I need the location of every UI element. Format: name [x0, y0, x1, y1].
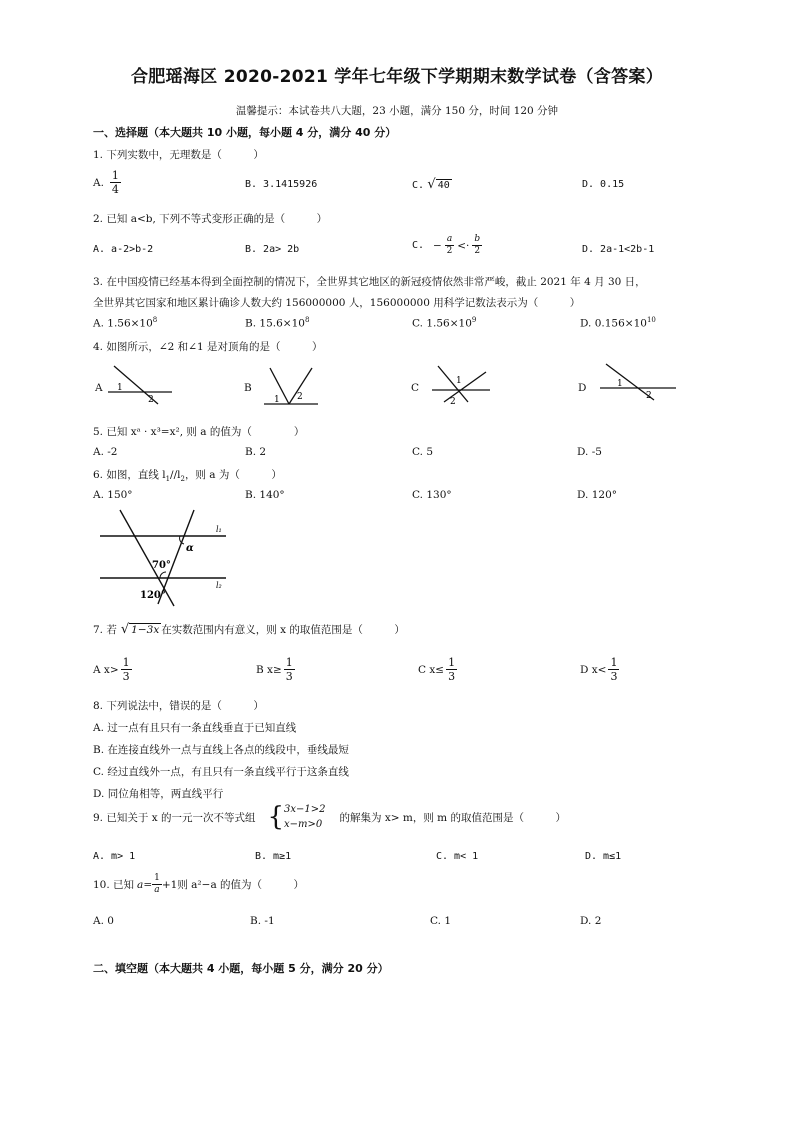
- fraction-denominator: 2: [446, 246, 453, 256]
- fraction-denominator: 3: [285, 670, 293, 683]
- angle-120-label: 120°: [140, 590, 166, 601]
- angle-label-2: 2: [148, 395, 154, 405]
- question-1-option-c: [412, 177, 452, 192]
- angle-label-1: 1: [456, 376, 462, 386]
- question-2-option-c: [412, 235, 482, 256]
- fraction-denominator: 3: [122, 670, 130, 683]
- fraction-numerator: a: [446, 234, 453, 244]
- question-7-option-b: [256, 657, 295, 682]
- option-text: C x≤: [418, 663, 445, 676]
- minus-sign: −: [433, 239, 442, 252]
- fraction-numerator: 1: [285, 656, 293, 669]
- fraction-numerator: 1: [122, 656, 130, 669]
- question-8-stem: 8. 下列说法中，错误的是（ ）: [93, 700, 264, 712]
- page-title: 合肥瑶海区 2020-2021 学年七年级下学期期末数学试卷（含答案）: [130, 67, 664, 87]
- exponent: 8: [152, 316, 158, 324]
- question-5-option-c: C. 5: [412, 446, 434, 458]
- option-label: C.: [412, 180, 425, 191]
- fraction-numerator: 1: [111, 169, 119, 182]
- fraction: [284, 657, 295, 682]
- question-5-stem: 5. 已知 xᵃ · x³=x², 则 a 的值为（ ）: [93, 426, 305, 438]
- question-8-option-a: A. 过一点有且只有一条直线垂直于已知直线: [93, 722, 297, 734]
- angle-figure-b: [258, 364, 322, 408]
- section-fill-heading: 二、填空题（本大题共 4 小题，每小题 5 分，满分 20 分）: [93, 962, 389, 975]
- question-2-option-d: D. 2a-1<2b-1: [582, 244, 655, 255]
- stem-text: //l: [170, 469, 181, 481]
- question-10-option-b: B. -1: [250, 915, 275, 927]
- question-1-stem: 1. 下列实数中，无理数是（ ）: [93, 149, 264, 161]
- question-3-option-b: [245, 316, 309, 330]
- radical-sign: √: [120, 622, 130, 637]
- question-6-option-d: D. 120°: [577, 489, 618, 501]
- question-6-option-a: A. 150°: [93, 489, 133, 501]
- fraction-numerator: 1: [154, 873, 160, 883]
- fraction-denominator: 2: [474, 246, 481, 256]
- angle-figure-c: [428, 360, 492, 406]
- question-2-option-a: A. a-2>b-2: [93, 244, 154, 255]
- question-1-option-a: [93, 170, 121, 195]
- question-9-option-b: B. m≥1: [255, 851, 292, 862]
- question-9-stem: [93, 797, 566, 837]
- question-2-stem: 2. 已知 a<b, 下列不等式变形正确的是（ ）: [93, 213, 328, 225]
- angle-figure-d: [598, 360, 678, 404]
- question-10-option-a: A. 0: [93, 915, 114, 927]
- alpha-label: α: [186, 543, 194, 554]
- stem-text: +1则 a²−a 的值为（ ）: [161, 879, 305, 891]
- equals-sign: =: [143, 878, 153, 891]
- question-3-line-1: 3. 在中国疫情已经基本得到全面控制的情况下，全世界其它地区的新冠疫情依然非常严峻，截止 2021 年 4 月 30 日，: [93, 276, 646, 288]
- inequality-1: 3x−1>2: [284, 804, 326, 815]
- l1-label: l₁: [216, 525, 222, 534]
- question-10-option-d: D. 2: [580, 915, 602, 927]
- question-5-option-a: A. -2: [93, 446, 118, 458]
- radical-sign: √: [427, 177, 436, 192]
- question-7-option-a: [93, 657, 132, 682]
- exponent: 9: [471, 316, 477, 324]
- angle-arc: [160, 572, 166, 578]
- subscript: 1: [165, 475, 171, 484]
- question-7-stem: [93, 622, 405, 637]
- question-3-option-a: [93, 316, 157, 330]
- fraction-numerator: 1: [610, 656, 618, 669]
- option-text: C. 1.56×10: [412, 317, 472, 330]
- question-4-option-d-label: D: [578, 382, 587, 394]
- question-3-line-2: 全世界其它国家和地区累计确诊人数大约 156000000 人，156000000 用科学记数法表示为（ ）: [93, 297, 581, 309]
- angle-figure-a: [108, 362, 178, 406]
- less-than-sign: <·: [457, 239, 470, 252]
- question-4-stem: 4. 如图所示，∠2 和∠1 是对顶角的是（ ）: [93, 341, 323, 353]
- question-8-option-d: D. 同位角相等，两直线平行: [93, 788, 224, 800]
- stem-text: 9. 已知关于 x 的一元一次不等式组: [93, 811, 256, 824]
- angle-label-2: 2: [297, 392, 303, 402]
- exponent: 10: [646, 316, 656, 324]
- fraction: [152, 874, 162, 895]
- stem-text: 7. 若: [93, 624, 117, 636]
- question-1-option-d: D. 0.15: [582, 179, 625, 190]
- option-text: A. 1.56×10: [93, 317, 153, 330]
- inequality-system: [284, 802, 325, 832]
- fraction-numerator: 1: [448, 656, 456, 669]
- angle-70-label: 70°: [152, 560, 171, 571]
- angle-label-1: 1: [117, 383, 123, 393]
- option-label: A.: [93, 176, 104, 189]
- fraction-numerator: b: [474, 234, 481, 244]
- question-3-option-d: [580, 316, 656, 330]
- question-8-option-b: B. 在连接直线外一点与直线上各点的线段中，垂线最短: [93, 744, 349, 756]
- fraction: [446, 657, 457, 682]
- fraction-denominator: a: [154, 885, 160, 895]
- question-6-option-c: C. 130°: [412, 489, 452, 501]
- angle-label-2: 2: [646, 391, 652, 401]
- question-3-option-c: [412, 316, 476, 330]
- exam-tip: 温馨提示：本试卷共八大题，23 小题，满分 150 分，时间 120 分钟: [235, 105, 559, 117]
- fraction: [121, 657, 132, 682]
- fraction: [472, 235, 482, 256]
- radicand: 40: [437, 180, 450, 191]
- radicand: 1−3x: [131, 624, 160, 636]
- angle-label-2: 2: [450, 397, 456, 406]
- parallel-lines-figure: [96, 508, 236, 608]
- question-9-option-a: A. m> 1: [93, 851, 136, 862]
- option-text: B. 15.6×10: [245, 317, 305, 330]
- question-10-stem: [93, 874, 304, 895]
- question-1-option-b: B. 3.1415926: [245, 179, 318, 190]
- question-6-option-b: B. 140°: [245, 489, 285, 501]
- option-text: D. 0.156×10: [580, 317, 647, 330]
- question-9-option-c: C. m< 1: [436, 851, 479, 862]
- stem-text: 的解集为 x> m，则 m 的取值范围是（ ）: [339, 811, 566, 824]
- section-choice-heading: 一、选择题（本大题共 10 小题，每小题 4 分，满分 40 分）: [93, 126, 397, 139]
- option-text: D x<: [580, 663, 607, 676]
- l2-label: l₂: [216, 581, 222, 590]
- angle-label-1: 1: [274, 395, 280, 405]
- option-label: C.: [412, 240, 425, 251]
- fraction: [608, 657, 619, 682]
- stem-text: 10. 已知: [93, 879, 135, 891]
- question-5-option-b: B. 2: [245, 446, 267, 458]
- stem-text: 6. 如图，直线 l: [93, 469, 166, 481]
- variable: a: [137, 878, 144, 891]
- question-10-option-c: C. 1: [430, 915, 452, 927]
- inequality-2: x−m>0: [284, 819, 323, 830]
- question-2-option-b: B. 2a> 2b: [245, 244, 300, 255]
- question-7-option-d: [580, 657, 619, 682]
- question-5-option-d: D. -5: [577, 446, 602, 458]
- fraction: [110, 170, 121, 195]
- question-9-option-d: D. m≤1: [585, 851, 622, 862]
- question-4-option-a-label: A: [95, 382, 103, 394]
- fraction: [445, 235, 454, 256]
- question-4-option-b-label: B: [244, 382, 252, 394]
- fraction-denominator: 4: [111, 183, 119, 196]
- stem-text: 在实数范围内有意义，则 x 的取值范围是（ ）: [161, 624, 405, 636]
- angle-label-1: 1: [617, 379, 623, 389]
- option-text: A x>: [93, 663, 119, 676]
- fraction-denominator: 3: [610, 670, 618, 683]
- subscript: 2: [180, 475, 185, 484]
- brace: {: [267, 802, 284, 832]
- fraction-denominator: 3: [448, 670, 456, 683]
- stem-text: ，则 a 为（ ）: [184, 469, 282, 481]
- question-8-option-c: C. 经过直线外一点，有且只有一条直线平行于这条直线: [93, 766, 349, 778]
- exponent: 8: [304, 316, 310, 324]
- question-7-option-c: [418, 657, 457, 682]
- question-6-stem: [93, 467, 282, 483]
- option-text: B x≥: [256, 663, 282, 676]
- question-4-option-c-label: C: [411, 382, 420, 394]
